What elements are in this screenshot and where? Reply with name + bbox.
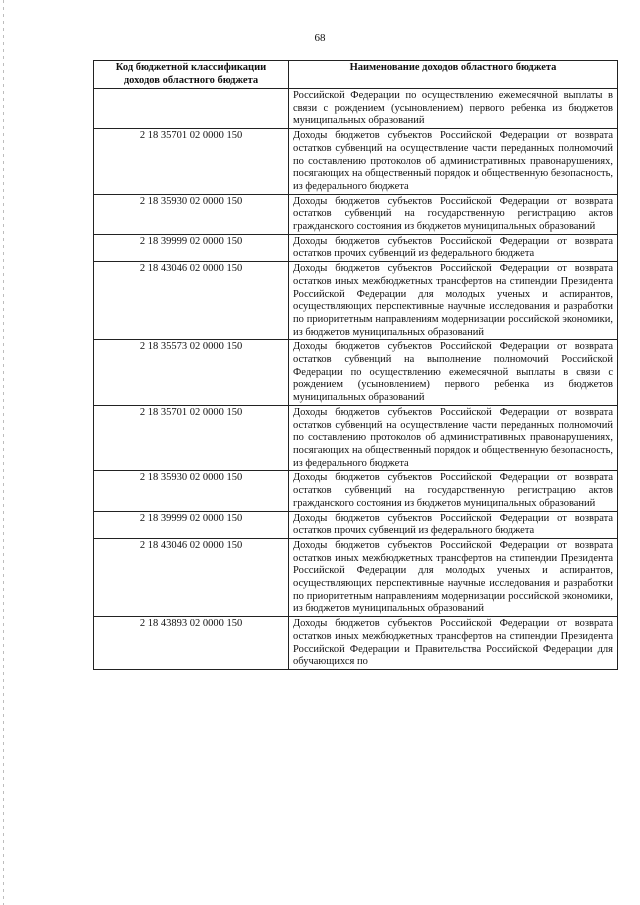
- table-row: [94, 262, 618, 340]
- row-code: 2 18 35930 02 0000 150: [94, 194, 289, 234]
- row-name: Доходы бюджетов субъектов Российской Федерации от возврата остатков субвенций на осуществление части переданных полномочий по составлению протоколов об административных правонарушениях, посягающих на общественный порядок и общественную безопасность, из федерального бюджета: [289, 405, 618, 471]
- row-name: Доходы бюджетов субъектов Российской Федерации от возврата остатков субвенций на осуществление части переданных полномочий по составлению протоколов об административных правонарушениях, посягающих на общественный порядок и общественную безопасность, из федерального бюджета: [289, 129, 618, 195]
- row-code: 2 18 43893 02 0000 150: [94, 617, 289, 670]
- row-name: Доходы бюджетов субъектов Российской Федерации от возврата остатков иных межбюджетных трансфертов на стипендии Президента Российской Федерации и Правительства Российской Федерации для обучающихся по: [289, 617, 618, 670]
- row-name: Доходы бюджетов субъектов Российской Федерации от возврата остатков иных межбюджетных трансфертов на стипендии Президента Российской Федерации для молодых ученых и аспирантов, осуществляющих перспективные научные исследования и разработки по приоритетным направлениям модернизации российской экономики, из бюджетов муниципальных образований: [289, 538, 618, 616]
- row-name: Доходы бюджетов субъектов Российской Федерации от возврата остатков субвенций на выполнение полномочий Российской Федерации по осуществлению ежемесячной выплаты в связи с рождением (усыновлением) первого ребенка из бюджетов муниципальных образований: [289, 340, 618, 406]
- row-code: [94, 89, 289, 129]
- table-row: [94, 89, 618, 129]
- budget-income-table: [93, 60, 618, 670]
- table-row: [94, 340, 618, 406]
- row-code: 2 18 39999 02 0000 150: [94, 511, 289, 538]
- code-column-header: Код бюджетной классификации доходов областного бюджета: [94, 61, 289, 89]
- name-column-header: Наименование доходов областного бюджета: [289, 61, 618, 89]
- row-name: Доходы бюджетов субъектов Российской Федерации от возврата остатков прочих субвенций из федерального бюджета: [289, 511, 618, 538]
- table-row: [94, 129, 618, 195]
- table-row: [94, 194, 618, 234]
- page-number: 68: [314, 32, 326, 44]
- row-name: Доходы бюджетов субъектов Российской Федерации от возврата остатков иных межбюджетных трансфертов на стипендии Президента Российской Федерации для молодых ученых и аспирантов, осуществляющих перспективные научные исследования и разработки по приоритетным направлениям модернизации российской экономики, из бюджетов муниципальных образований: [289, 262, 618, 340]
- table-row: [94, 617, 618, 670]
- row-name: Российской Федерации по осуществлению ежемесячной выплаты в связи с рождением (усыновлением) первого ребенка из бюджетов муниципальных образований: [289, 89, 618, 129]
- table-row: [94, 234, 618, 261]
- table-row: [94, 511, 618, 538]
- row-code: 2 18 35701 02 0000 150: [94, 405, 289, 471]
- scan-edge: [3, 0, 4, 905]
- row-code: 2 18 43046 02 0000 150: [94, 538, 289, 616]
- row-code: 2 18 35930 02 0000 150: [94, 471, 289, 511]
- table-header-row: [94, 61, 618, 89]
- row-name: Доходы бюджетов субъектов Российской Федерации от возврата остатков прочих субвенций из федерального бюджета: [289, 234, 618, 261]
- table-row: [94, 405, 618, 471]
- row-code: 2 18 35701 02 0000 150: [94, 129, 289, 195]
- row-code: 2 18 39999 02 0000 150: [94, 234, 289, 261]
- row-name: Доходы бюджетов субъектов Российской Федерации от возврата остатков субвенций на государственную регистрацию актов гражданского состояния из бюджетов муниципальных образований: [289, 471, 618, 511]
- table-row: [94, 471, 618, 511]
- row-code: 2 18 35573 02 0000 150: [94, 340, 289, 406]
- table-row: [94, 538, 618, 616]
- row-code: 2 18 43046 02 0000 150: [94, 262, 289, 340]
- row-name: Доходы бюджетов субъектов Российской Федерации от возврата остатков субвенций на государственную регистрацию актов гражданского состояния из бюджетов муниципальных образований: [289, 194, 618, 234]
